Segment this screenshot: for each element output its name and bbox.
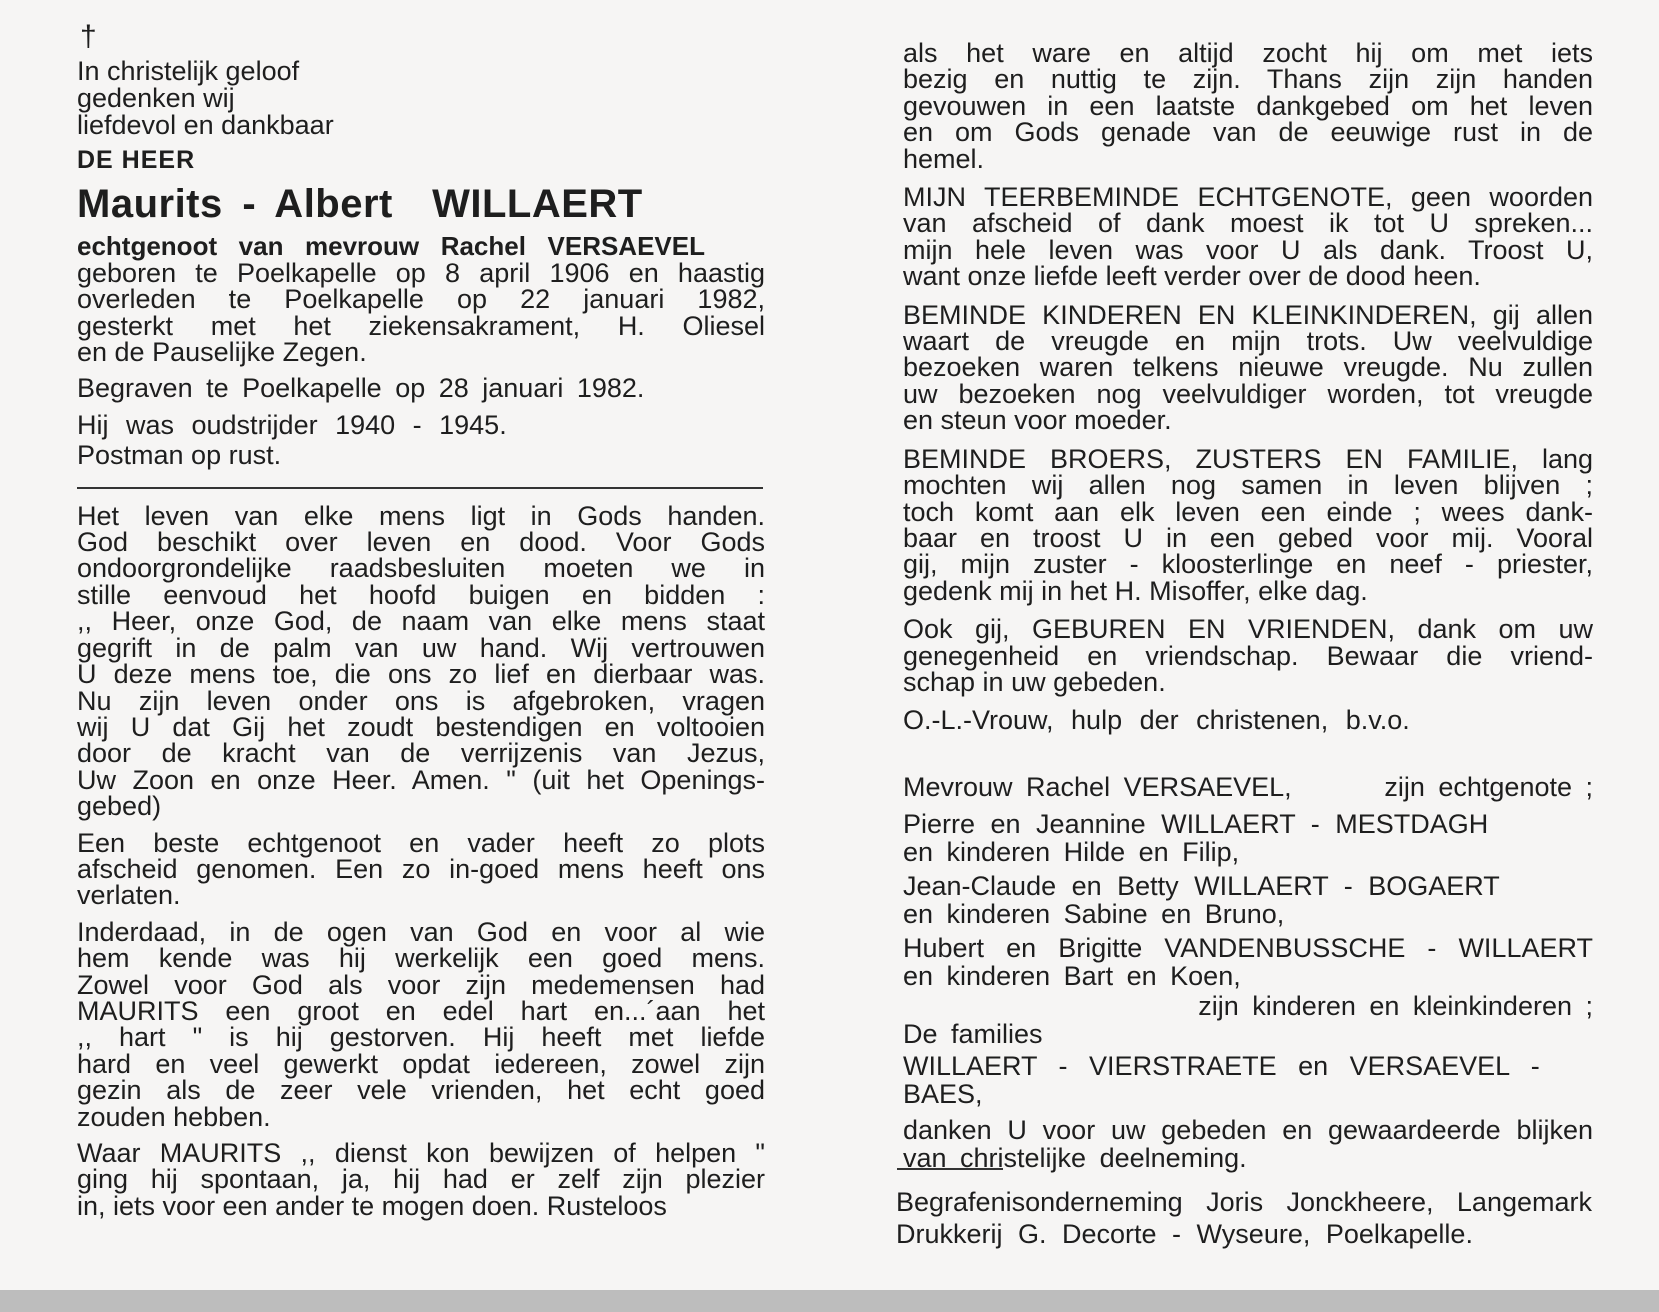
text-line: zouden hebben.	[77, 1101, 271, 1132]
text-line: stille eenvoud het hoofd buigen en bidden :	[77, 579, 765, 610]
honorific: DE HEER	[77, 146, 196, 174]
text-line: BEMINDE BROERS, ZUSTERS EN FAMILIE, lang	[903, 443, 1593, 474]
text-line: toch komt aan elk leven een einde ; wees dank-	[903, 496, 1593, 527]
prayer-line: O.-L.-Vrouw, hulp der christenen, b.v.o.	[903, 705, 1410, 736]
text-line: hemel.	[903, 143, 985, 174]
grandchildren: en kinderen Sabine en Bruno,	[903, 899, 1285, 930]
thanks-line: van christelijke deelneming.	[903, 1143, 1247, 1174]
paragraph	[77, 1140, 765, 1219]
deceased-name: Maurits - Albert WILLAERT	[77, 182, 643, 227]
text-line: bezig en nuttig te zijn. Thans zijn zijn handen	[903, 64, 1593, 95]
grandchildren: en kinderen Hilde en Filip,	[903, 837, 1240, 868]
funeral-home: Begrafenisonderneming Joris Jonckheere, Langemark	[896, 1187, 1592, 1217]
right-paragraphs	[903, 40, 1593, 695]
bio-line: geboren te Poelkapelle op 8 april 1906 en haastig	[77, 257, 765, 288]
paragraph	[903, 299, 1593, 436]
child-group	[903, 934, 1593, 990]
text-line: MAURITS een groot en edel hart en...´aan het	[77, 995, 765, 1026]
thanks-line: danken U voor uw gebeden en gewaardeerde blijken	[903, 1115, 1593, 1146]
occupation-line: Postman op rust.	[77, 440, 282, 471]
right-column	[903, 40, 1593, 1172]
text-line: gevouwen in een laatste dankgebed om het leven	[903, 90, 1593, 121]
burial-line: Begraven te Poelkapelle op 28 januari 1982.	[77, 373, 645, 404]
text-line: Ook gij, GEBUREN EN VRIENDEN, dank om uw	[903, 614, 1593, 645]
text-line: waart de vreugde en mijn trots. Uw veelvuldige	[903, 326, 1593, 357]
text-line: hem kende was hij werkelijk een goed mens.	[77, 943, 765, 974]
paragraph	[903, 184, 1593, 290]
bio-line: gesterkt met het ziekensakrament, H. Oliesel	[77, 310, 765, 341]
text-line: en om Gods genade van de eeuwige rust in de	[903, 117, 1593, 148]
text-line: gegrift in de palm van uw hand. Wij vertrouwen	[77, 632, 765, 663]
text-line: in, iets voor een ander te mogen doen. Rusteloos	[77, 1190, 667, 1221]
text-line: verlaten.	[77, 880, 181, 911]
intro-line: liefdevol en dankbaar	[77, 110, 334, 140]
printer: Drukkerij G. Decorte - Wyseure, Poelkapelle.	[896, 1219, 1473, 1249]
text-line: als het ware en altijd zocht hij om met iets	[903, 38, 1593, 68]
paragraph	[77, 500, 765, 822]
bio-line: en de Pauselijke Zegen.	[77, 337, 367, 368]
text-line: uw bezoeken nog veelvuldiger worden, tot vreugde	[903, 378, 1593, 409]
text-line: ,, Heer, onze God, de naam van elke mens staat	[77, 606, 765, 637]
text-line: MIJN TEERBEMINDE ECHTGENOTE, geen woorden	[903, 182, 1593, 213]
text-line: gezin als de zeer vele vrienden, het echt goed	[77, 1075, 765, 1106]
text-line: gij, mijn zuster - kloosterlinge en neef - priester,	[903, 549, 1593, 580]
text-line: Inderdaad, in de ogen van God en voor al wie	[77, 916, 765, 947]
text-line: Uw Zoon en onze Heer. Amen. " (uit het Openings-	[77, 764, 765, 795]
paragraph	[903, 40, 1593, 172]
text-line: Zowel voor God als voor zijn medemensen had	[77, 969, 765, 1000]
bio-line: overleden te Poelkapelle op 22 januari 1982,	[77, 284, 765, 315]
child-couple: Jean-Claude en Betty WILLAERT - BOGAERT	[903, 871, 1500, 902]
left-paragraphs	[77, 500, 765, 1221]
text-line: Waar MAURITS ,, dienst kon bewijzen of helpen "	[77, 1138, 765, 1168]
text-line: wij U dat Gij het zoudt bestendigen en voltooien	[77, 711, 765, 742]
text-line: mijn hele leven was voor U als dank. Troost U,	[903, 234, 1593, 265]
wife-line	[903, 771, 1593, 802]
children-label: zijn kinderen en kleinkinderen ;	[1198, 991, 1593, 1022]
text-line: gebed)	[77, 791, 162, 822]
veteran-line: Hij was oudstrijder 1940 - 1945.	[77, 409, 507, 440]
text-line: mochten wij allen nog samen in leven blijven ;	[903, 470, 1593, 501]
text-line: genegenheid en vriendschap. Bewaar die vriend-	[903, 640, 1593, 671]
child-couple: Hubert en Brigitte VANDENBUSSCHE - WILLAERT	[903, 933, 1593, 964]
footer	[896, 1186, 1592, 1250]
text-line: Het leven van elke mens ligt in Gods handen.	[77, 500, 765, 531]
family-section	[903, 771, 1593, 1174]
text-line: en steun voor moeder.	[903, 405, 1172, 436]
text-line: afscheid genomen. Een zo in-goed mens heeft ons	[77, 853, 765, 884]
wife-name: Mevrouw Rachel VERSAEVEL,	[903, 771, 1292, 802]
scan-edge	[0, 1290, 1659, 1312]
paragraph	[903, 443, 1593, 606]
text-line: BEMINDE KINDEREN EN KLEINKINDEREN, gij allen	[903, 299, 1593, 330]
child-group	[903, 810, 1593, 866]
text-line: gedenk mij in het H. Misoffer, elke dag.	[903, 575, 1368, 606]
text-line: baar en troost U in een gebed voor mij. Vooral	[903, 522, 1593, 553]
families-names: WILLAERT - VIERSTRAETE en VERSAEVEL - BAES,	[903, 1051, 1540, 1110]
text-line: Nu zijn leven onder ons is afgebroken, vragen	[77, 685, 765, 716]
text-line: door de kracht van de verrijzenis van Jezus,	[77, 738, 765, 769]
grandchildren: en kinderen Bart en Koen,	[903, 961, 1241, 992]
intro-line: gedenken wij	[77, 83, 235, 113]
footer-divider	[897, 1168, 1003, 1170]
text-line: schap in uw gebeden.	[903, 666, 1166, 697]
text-line: U deze mens toe, die ons zo lief en dierbaar was.	[77, 659, 765, 690]
text-line: hard en veel gewerkt opdat iedereen, zowel zijn	[77, 1048, 765, 1079]
bio	[77, 257, 765, 368]
spouse-line: echtgenoot van mevrouw Rachel VERSAEVEL	[77, 231, 705, 262]
divider	[77, 487, 763, 489]
text-line: ondoorgrondelijke raadsbesluiten moeten we in	[77, 553, 765, 584]
text-line: ,, hart " is hij gestorven. Hij heeft met liefde	[77, 1022, 765, 1053]
wife-role: zijn echtgenote ;	[1384, 771, 1593, 802]
text-line: Een beste echtgenoot en vader heeft zo plots	[77, 827, 765, 858]
text-line: want onze liefde leeft verder over de dood heen.	[903, 261, 1481, 292]
cross-icon: †	[80, 20, 97, 53]
families-intro: De families	[903, 1019, 1043, 1050]
text-line: God beschikt over leven en dood. Voor Gods	[77, 527, 765, 558]
child-couple: Pierre en Jeannine WILLAERT - MESTDAGH	[903, 809, 1489, 840]
text-line: ging hij spontaan, ja, hij had er zelf zijn plezier	[77, 1164, 765, 1195]
left-column	[77, 58, 765, 1219]
intro-line: In christelijk geloof	[77, 56, 300, 86]
paragraph	[903, 616, 1593, 695]
paragraph	[77, 916, 765, 1132]
text-line: bezoeken waren telkens nieuwe vreugde. Nu zullen	[903, 352, 1593, 383]
paragraph	[77, 827, 765, 911]
text-line: van afscheid of dank moest ik tot U spreken...	[903, 208, 1593, 239]
child-group	[903, 872, 1593, 928]
